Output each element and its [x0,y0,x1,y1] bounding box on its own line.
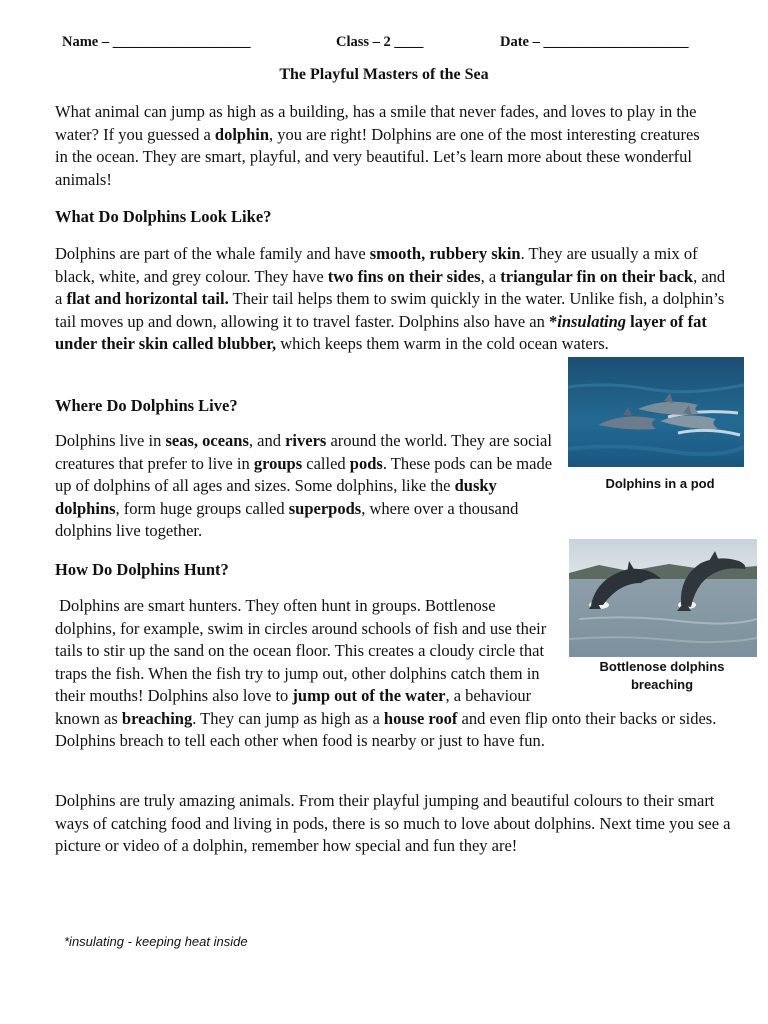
class-field: Class – 2 ____ [336,34,424,50]
pod-caption: Dolphins in a pod [605,476,715,491]
hunt-paragraph: Dolphins are smart hunters. They often hunt in groups. Bottlenose dolphins, for example, swim in circles around schools of fish and use their tails to stir up the sand on the ocean floor. This creates a cloudy circle that traps the fish. When the fish try to jump out, other dolphins catch them in their mouths! Dolphins also love to jump out of the water, a behaviour known as breaching. They can jump as high as a house roof and even flip onto their backs or sides. Dolphins breach to tell each other when food is nearby or just to have fun. [55,596,717,750]
heading-hunt: How Do Dolphins Hunt? [55,560,229,579]
name-field: Name – ___________________ [62,34,251,50]
heading-look-like: What Do Dolphins Look Like? [55,207,272,226]
conclusion-paragraph: Dolphins are truly amazing animals. From their playful jumping and beautiful colours to their smart ways of catching food and living in pods, there is so much to love about dolphins. Next time you see a picture or video of a dolphin, remember how special and fun they are! [55,791,731,855]
heading-live: Where Do Dolphins Live? [55,396,238,415]
date-field: Date – ____________________ [500,34,689,50]
dolphins-pod-photo [568,357,744,467]
intro-paragraph: What animal can jump as high as a building, has a smile that never fades, and loves to play in the water? If you guessed a dolphin, you are right! Dolphins are one of the most interesting creatures in the ocean. They are smart, playful, and very beautiful. Let’s learn more about these wonderful animals! [55,102,700,189]
look-like-paragraph: Dolphins are part of the whale family and have smooth, rubbery skin. They are usually a mix of black, white, and grey colour. They have two fins on their sides, a triangular fin on their back, and a flat and horizontal tail. Their tail helps them to swim quickly in the water. Unlike fish, a dolphin’s tail moves up and down, allowing it to travel faster. Dolphins also have an *insulating layer of fat under their skin called blubber, which keeps them warm in the cold ocean waters. [55,244,726,353]
breaching-caption: Bottlenose dolphins breaching [599,659,725,692]
live-paragraph-part: Dolphins live in seas, oceans, and rivers around the world. They are social creatures that prefer to live in groups called pods. These pods can be made up of dolphins of all ages and sizes. Some dolphins, like the dusky dolphins, form huge groups called superpods, where over a thousand dolphins live together. [55,431,553,540]
footnote: *insulating - keeping heat inside [64,934,248,949]
page-title: The Playful Masters of the Sea [279,66,489,83]
